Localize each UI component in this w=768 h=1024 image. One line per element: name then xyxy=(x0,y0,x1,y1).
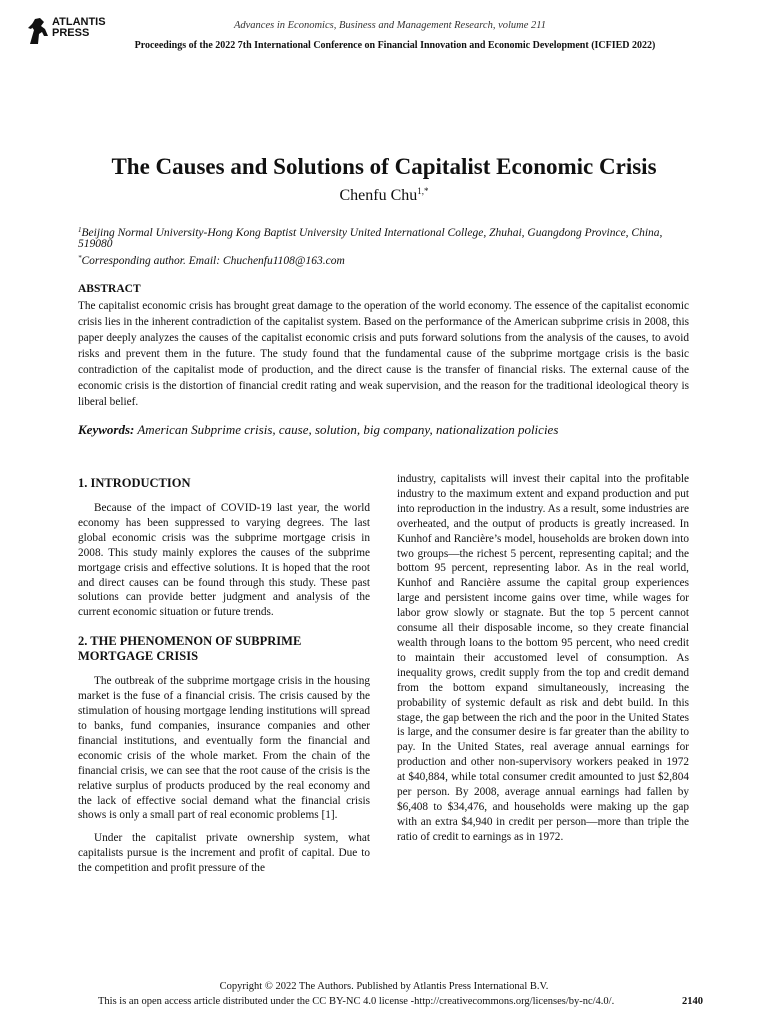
keywords-text: American Subprime crisis, cause, solution, big company, nationalization policies xyxy=(137,422,559,437)
atlantis-press-logo-icon xyxy=(26,16,52,46)
page-number: 2140 xyxy=(682,996,703,1007)
affiliation-text: Beijing Normal University-Hong Kong Baptist University United International College, Zhuhai, Guangdong Province, China, 519080 xyxy=(78,227,663,250)
section-heading-phenomenon: 2. THE PHENOMENON OF SUBPRIME MORTGAGE CRISIS xyxy=(78,634,302,664)
journal-header: Advances in Economics, Business and Management Research, volume 211 xyxy=(233,20,546,31)
proceedings-header: Proceedings of the 2022 7th International Conference on Financial Innovation and Economic Development (ICFIED 2022) xyxy=(134,40,656,51)
abstract-heading: ABSTRACT xyxy=(78,283,141,295)
abstract-text: The capitalist economic crisis has brought great damage to the operation of the world economy. The essence of the capitalist economic crisis lies in the inherent contradiction of the capitalist system. Based on the performance of the American subprime crisis in 2008, this paper deeply analyzes the causes of the capitalist economic crisis and puts forward solutions from the analysis of the causes, to avoid risks and prevent them in the future. The study found that the fundamental cause of the subprime mortgage crisis is the basic contradiction of the capitalist mode of production, and the direct cause is the transfer of financial risks. The external cause of the economic crisis is the distortion of financial credit rating and weak supervision, and the reason for the traditional ideological theory is liberal belief. xyxy=(78,300,689,408)
author-line xyxy=(40,186,728,205)
paragraph: Under the capitalist private ownership system, what capitalists pursue is the increment and profit of capital. Due to the competition and profit pressure of the xyxy=(78,832,370,875)
corresponding-text: Corresponding author. Email: Chuchenfu1108@163.com xyxy=(81,255,345,267)
paper-title: The Causes and Solutions of Capitalist Economic Crisis xyxy=(111,154,657,179)
affiliation xyxy=(78,225,678,250)
paragraph: industry, capitalists will invest their capital into the profitable industry to the maximum extent and expand production and put into reproduction in the industry. As a result, some industries are overheated, and the output of products is greatly increased. In Kunhof and Rancière’s model, households are broken down into two groups—the richest 5 percent, representing capital; and the bottom 95 percent, representing labor. As in the real world, Kunhof and Rancière assume the capital group experiences large and persistent income gains over time, while wages for labor grow slowly or stagnate. But the top 5 percent cannot consume all their disposable income, so they create financial wealth through loans to the bottom 95 percent, who need credit to maintain their accustomed level of consumption. As inequality grows, credit supply from the top and credit demand from the bottom expand simultaneously, increasing the probability of systemic default as risk and debt build. In this stage, the gap between the rich and the poor in the United States is large, and the consumer desire is far greater than the ability to pay. In the United States, real average annual earnings for production and other non-supervisory workers peaked in 1972 at $40,884, while total consumer credit amounted to just $2,804 per person. By 2008, average annual earnings had fallen by $6,408 to $34,476, and households were making up the gap with an extra $4,940 in credit per person—more than triple the ratio of credit to earnings as in 1972. xyxy=(397,473,689,843)
keywords-label: Keywords: xyxy=(78,422,135,437)
logo-text-press: PRESS xyxy=(52,27,90,39)
footer-license: This is an open access article distributed under the CC BY-NC 4.0 license -http://creativecommons.org/licenses/by-nc/4.0/. xyxy=(98,996,615,1007)
right-column xyxy=(397,472,689,845)
left-column xyxy=(78,476,370,876)
logo-text-atlantis: ATLANTIS xyxy=(52,16,106,28)
corresponding-author xyxy=(78,254,678,267)
author-superscript: 1,* xyxy=(417,186,429,196)
corresponding-marker: * xyxy=(78,254,82,262)
footer-copyright: Copyright © 2022 The Authors. Published by Atlantis Press International B.V. xyxy=(219,981,549,992)
section-heading-introduction: 1. INTRODUCTION xyxy=(78,476,191,490)
paragraph: The outbreak of the subprime mortgage crisis in the housing market is the fuse of a financial crisis. The crisis caused by the stimulation of housing mortgage lending institutions will spread to banks, fund companies, insurance companies and other financial institutions, and eventually form the financial and economic crisis of the whole market. From the chain of the financial crisis, we can see that the root cause of the crisis is the relative surplus of products produced by the real economy and the lack of effective social demand what the financial crisis shows is only a small part of real economic problems [1]. xyxy=(78,675,370,822)
author-name: Chenfu Chu xyxy=(339,187,418,204)
affiliation-marker: 1 xyxy=(78,226,82,234)
keywords xyxy=(78,422,689,438)
paragraph: Because of the impact of COVID-19 last year, the world economy has been suppressed to varying degrees. The last global economic crisis was the subprime mortgage crisis in 2008. This study mainly explores the causes of the subprime mortgage crisis and effective solutions. It is hoped that the root and direct causes can be found through this study. These past solutions can provide better judgment and analysis of the current economic situation or future trends. xyxy=(78,502,370,619)
